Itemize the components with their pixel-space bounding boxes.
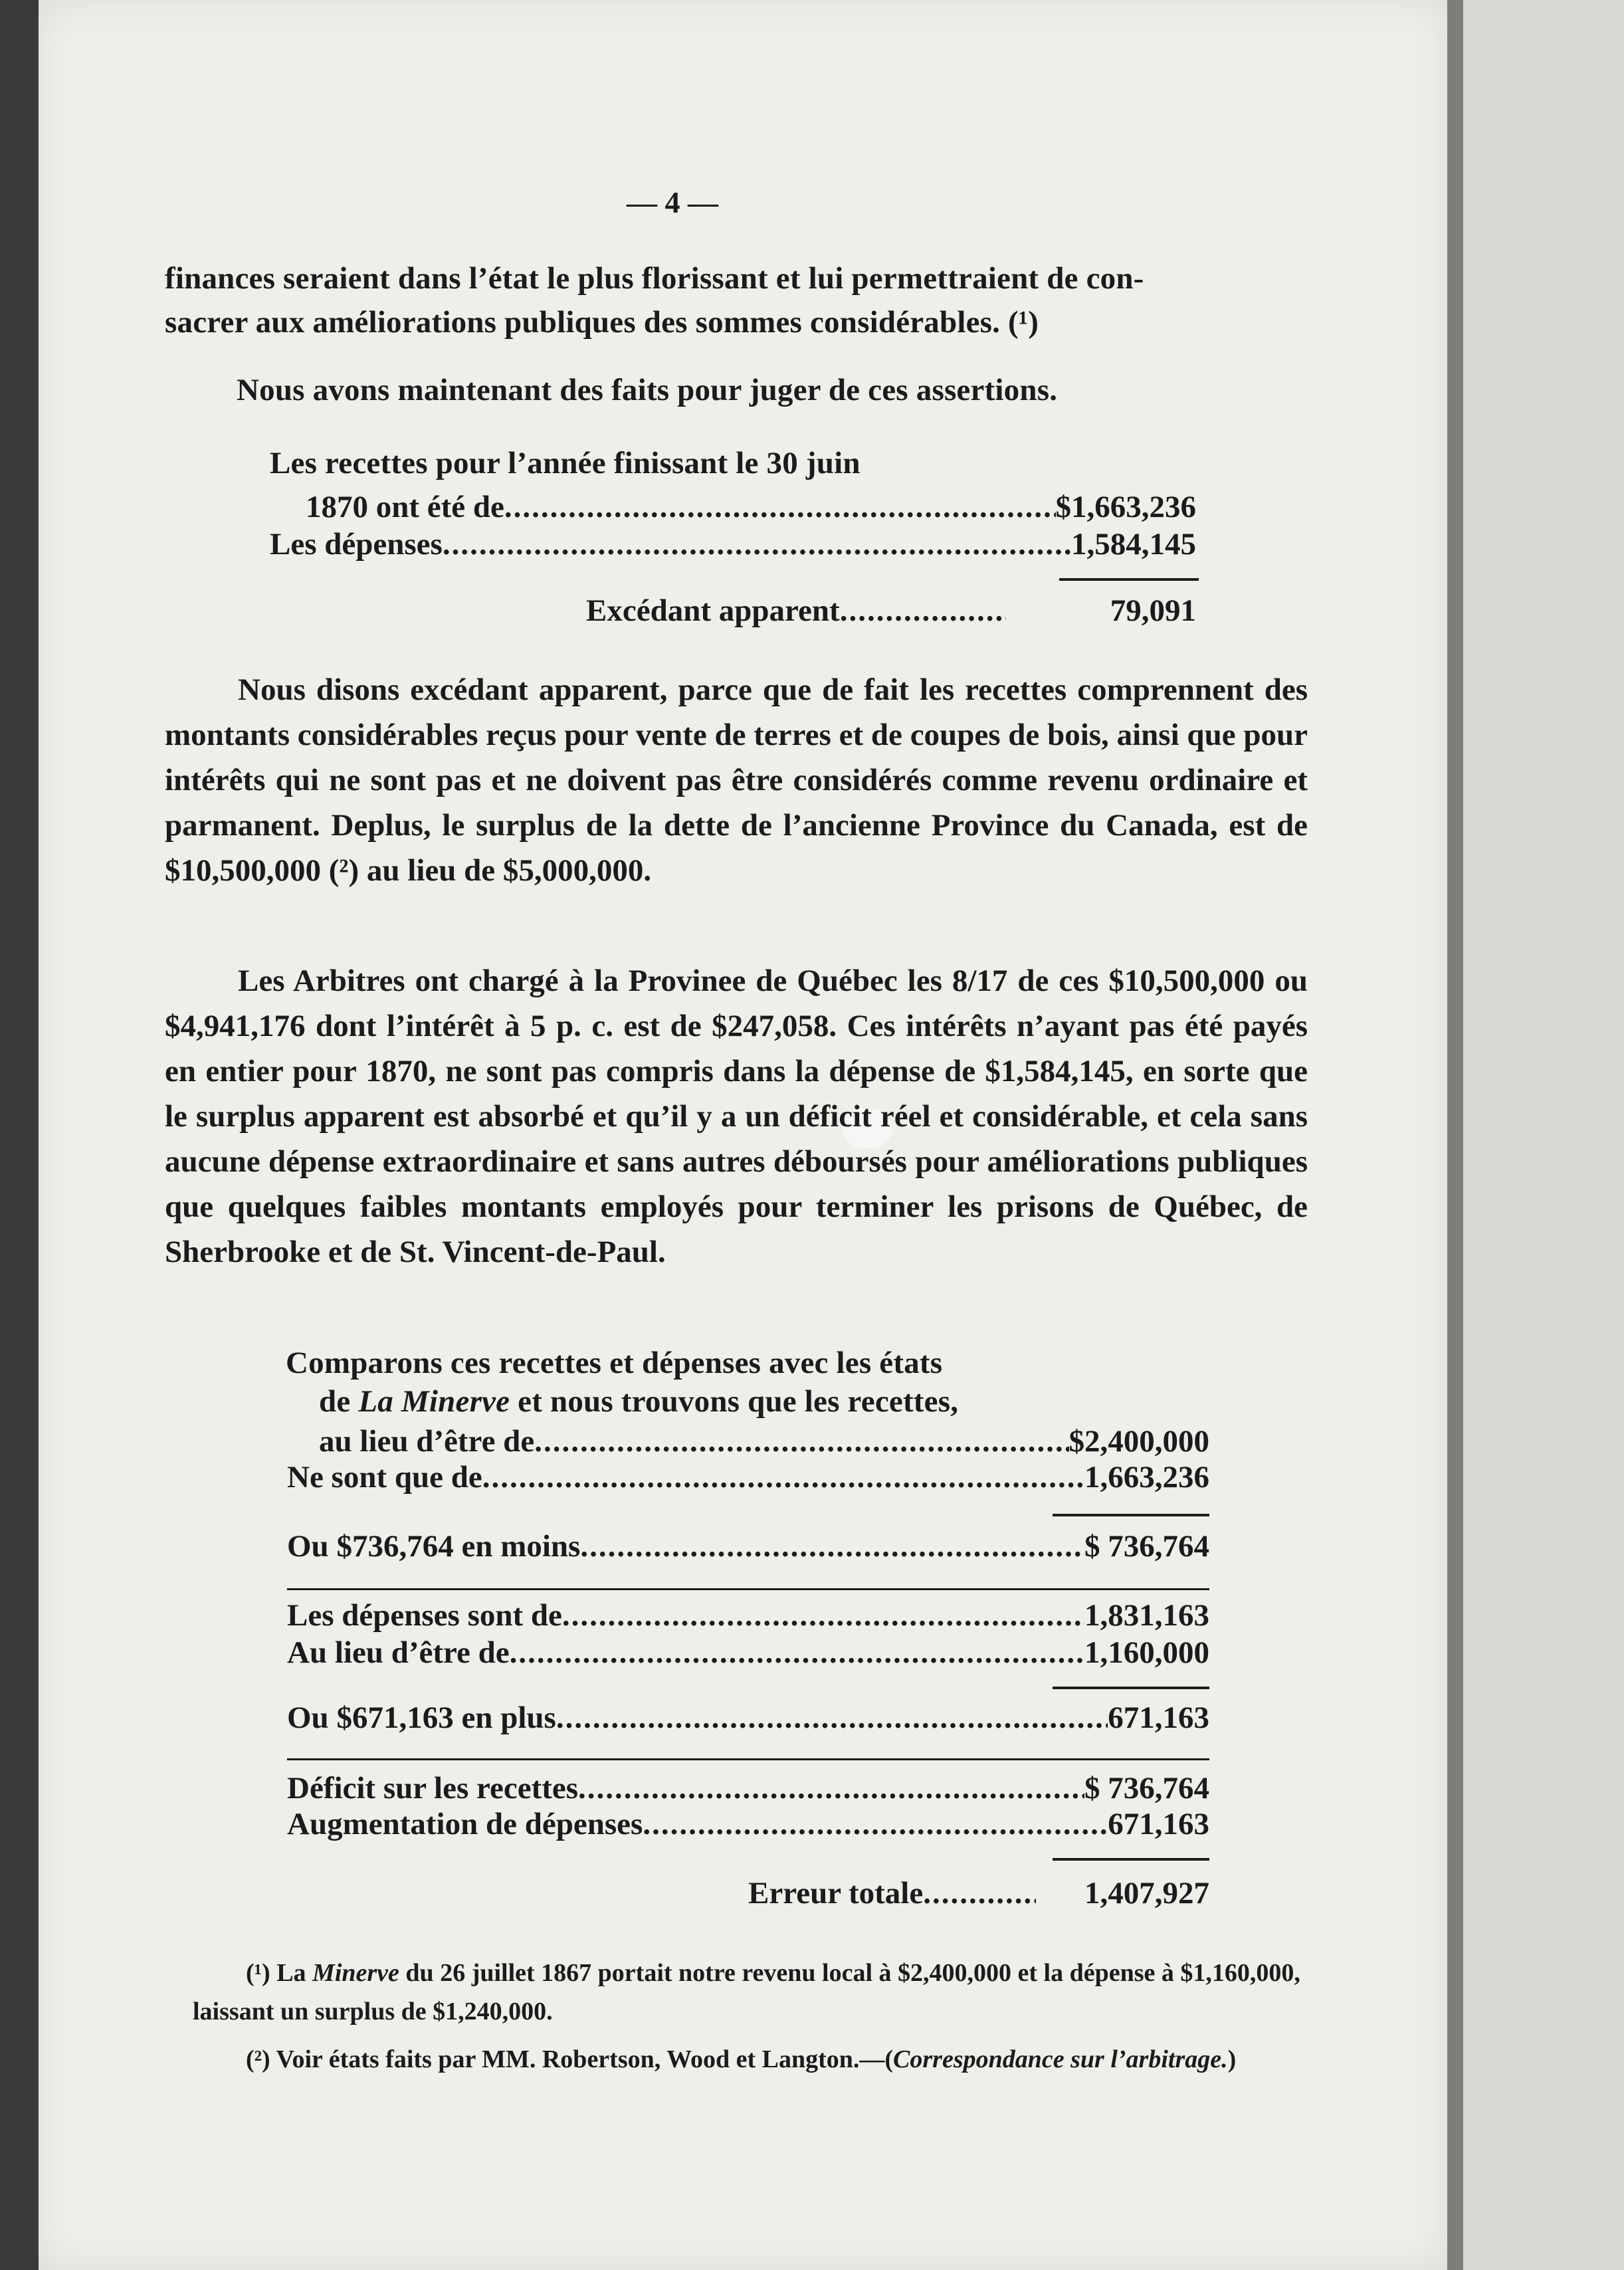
sum-rule bbox=[1059, 578, 1199, 581]
row-amount: 79,091 bbox=[1110, 593, 1196, 628]
table1-head: Les recettes pour l’année finissant le 30 juin bbox=[270, 446, 861, 480]
table2-row-4 bbox=[287, 1598, 1209, 1633]
row-label: Les dépenses bbox=[270, 527, 443, 562]
section-rule bbox=[287, 1758, 1209, 1760]
row-label: 1870 ont été de bbox=[306, 490, 504, 524]
row-amount: 1,663,236 bbox=[1084, 1460, 1209, 1495]
table2-row-7 bbox=[287, 1770, 1209, 1806]
dot-leader bbox=[504, 489, 1056, 525]
row-label: Excédant apparent bbox=[586, 593, 840, 628]
paragraph-3: Les Arbitres ont chargé à la Provinee de Québec les 8/17 de ces $10,500,000 ou $4,941,176 dont l’intérêt à 5 p. c. est de $247,058. Ces intérêts n’ayant pas été payés en entier pour 1870, ne sont pas compris dans la dépense de $1,584,145, en sorte que le surplus apparent est absorbé et qu’il y a un déficit réel et considérable, et cela sans aucune dépense extraordinaire et sans autres déboursés pour améliorations publiques que quelques faibles montants employés pour terminer les prisons de Québec, de Sherbrooke et de St. Vincent-de-Paul. bbox=[165, 964, 1308, 1269]
row-amount: 1,584,145 bbox=[1071, 527, 1196, 562]
table2-head-1: Comparons ces recettes et dépenses avec les états bbox=[286, 1346, 943, 1380]
row-label: Au lieu d’être de bbox=[287, 1635, 510, 1670]
row-amount: $1,663,236 bbox=[1055, 490, 1196, 524]
row-label: Erreur totale bbox=[748, 1876, 924, 1910]
page-number: — 4 — bbox=[627, 185, 718, 219]
row-amount: $ 736,764 bbox=[1084, 1771, 1209, 1806]
dot-leader bbox=[556, 1700, 1108, 1736]
row-amount: 671,163 bbox=[1108, 1701, 1209, 1735]
source-title: Correspondance sur l’arbitrage. bbox=[893, 2045, 1228, 2073]
row-label: Ou $736,764 en moins bbox=[287, 1529, 581, 1564]
intro-line-1: finances seraient dans l’état le plus florissant et lui permettraient de con- bbox=[165, 261, 1144, 296]
table2-row-1 bbox=[319, 1423, 1209, 1459]
row-amount: $ 736,764 bbox=[1084, 1529, 1209, 1564]
footnote-text: (²) Voir états faits par MM. Robertson, Wood et Langton.—( bbox=[246, 2045, 894, 2073]
footnote-text: (¹) La bbox=[246, 1959, 313, 1987]
table2-row-6 bbox=[287, 1700, 1209, 1736]
table1-row-recettes bbox=[306, 489, 1196, 525]
dot-leader bbox=[534, 1423, 1068, 1459]
footnote-text: du 26 juillet 1867 portait notre revenu local à $2,400,000 et la dépense à $1,160,000, laissant un surplus de $1,240,000. bbox=[193, 1959, 1300, 2025]
row-amount: 671,163 bbox=[1108, 1807, 1209, 1841]
facing-page-edge bbox=[1463, 0, 1624, 2270]
table2-row-3 bbox=[287, 1528, 1209, 1564]
footnote-1 bbox=[193, 1954, 1309, 2031]
dot-leader bbox=[840, 593, 1006, 629]
sum-rule bbox=[1053, 1687, 1209, 1689]
footnote-2 bbox=[193, 2040, 1309, 2079]
row-amount: 1,831,163 bbox=[1084, 1598, 1209, 1633]
row-amount: $2,400,000 bbox=[1068, 1424, 1209, 1459]
row-amount: 1,407,927 bbox=[1084, 1876, 1209, 1910]
sum-rule bbox=[1053, 1514, 1209, 1516]
dot-leader bbox=[580, 1528, 1084, 1564]
table2-head-2 bbox=[319, 1384, 958, 1419]
row-label: Déficit sur les recettes bbox=[287, 1771, 579, 1806]
dot-leader bbox=[923, 1875, 1036, 1911]
dot-leader bbox=[510, 1635, 1084, 1671]
row-amount: 1,160,000 bbox=[1084, 1635, 1209, 1670]
row-label: Les dépenses sont de bbox=[287, 1598, 562, 1633]
footnote-text: ) bbox=[1227, 2045, 1237, 2073]
table2-row-5 bbox=[287, 1635, 1209, 1671]
table2-row-8 bbox=[287, 1806, 1209, 1842]
row-label: Augmentation de dépenses bbox=[287, 1807, 643, 1841]
book-gutter bbox=[1447, 0, 1463, 2270]
row-label: Ne sont que de bbox=[287, 1460, 482, 1495]
row-label: Ou $671,163 en plus bbox=[287, 1701, 556, 1735]
table2-row-total bbox=[748, 1875, 1209, 1911]
journal-title: La Minerve bbox=[358, 1384, 510, 1419]
dot-leader bbox=[562, 1598, 1084, 1633]
table1-row-excedant bbox=[586, 593, 1196, 629]
dot-leader bbox=[643, 1806, 1108, 1842]
dot-leader bbox=[443, 526, 1071, 562]
table1-row-depenses bbox=[270, 526, 1196, 562]
paragraph-2: Nous disons excédant apparent, parce que de fait les recettes comprennent des montants considérables reçus pour vente de terres et de coupes de bois, ainsi que pour intérêts qui ne sont pas et ne doivent pas être considérés comme revenu ordinaire et parmanent. Deplus, le surplus de la dette de l’ancienne Province du Canada, est de $10,500,000 (²) au lieu de $5,000,000. bbox=[165, 672, 1308, 888]
dot-leader bbox=[578, 1770, 1084, 1806]
intro-line-2: sacrer aux améliorations publiques des sommes considérables. (¹) bbox=[165, 305, 1039, 340]
head-text: de bbox=[319, 1384, 359, 1419]
paragraph-1: Nous avons maintenant des faits pour juger de ces assertions. bbox=[237, 373, 1058, 407]
dot-leader bbox=[482, 1459, 1084, 1495]
section-rule bbox=[287, 1588, 1209, 1590]
table2-row-2 bbox=[287, 1459, 1209, 1495]
head-text: et nous trouvons que les recettes, bbox=[510, 1384, 959, 1419]
row-label: au lieu d’être de bbox=[319, 1424, 535, 1459]
sum-rule bbox=[1053, 1858, 1209, 1861]
journal-title: Minerve bbox=[312, 1959, 399, 1987]
